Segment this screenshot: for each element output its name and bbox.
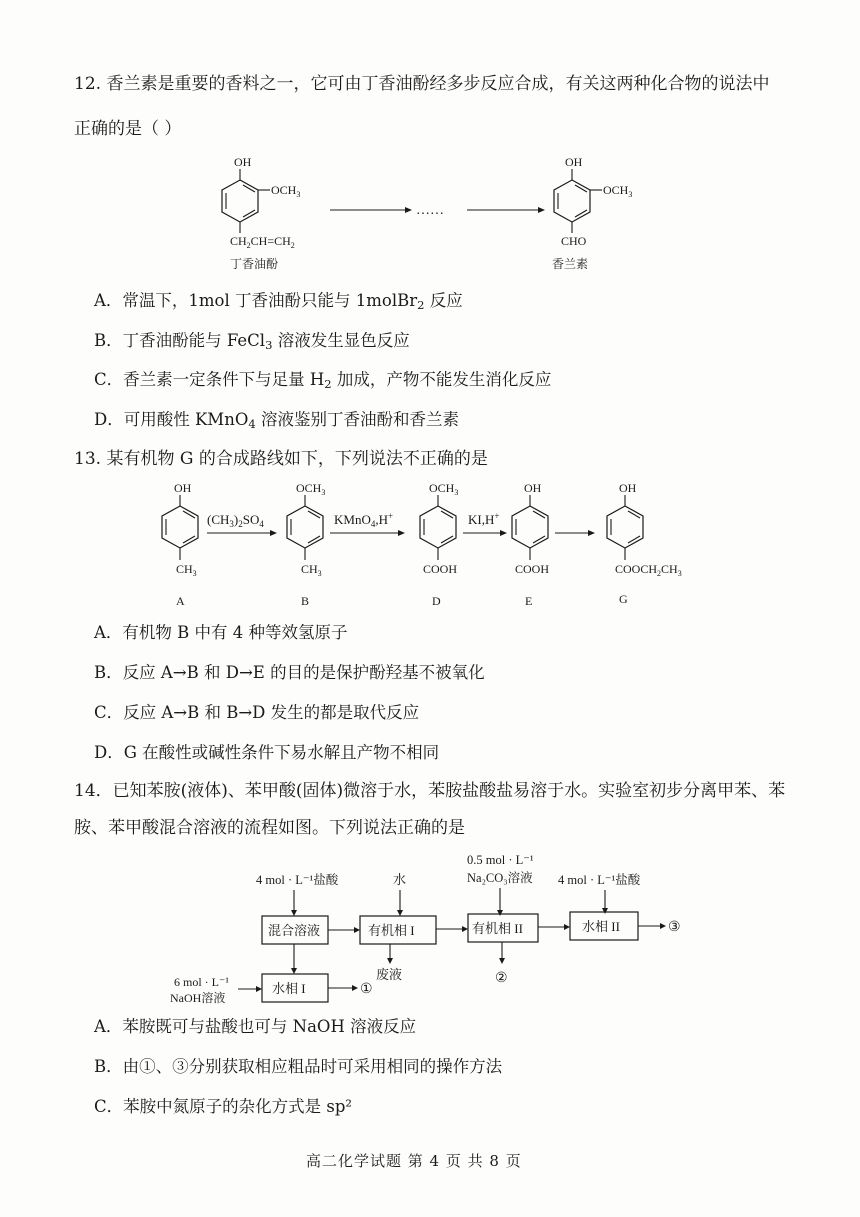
- q13-arrow-4-head: [588, 530, 595, 536]
- flow-reagent-naoh: NaOH溶液: [170, 991, 226, 1005]
- q12-arrow-2-head: [538, 207, 545, 213]
- compound-b-label: B: [301, 594, 310, 608]
- q13-arrow-1-head: [270, 530, 277, 536]
- compound-e-top-group: OH: [524, 481, 542, 495]
- q13-arrow-2-head: [398, 530, 405, 536]
- flow-box-organic-2-label: 有机相 II: [472, 921, 523, 936]
- flow-box-mixture-label: 混合溶液: [268, 923, 321, 938]
- flow-box-organic-1-label: 有机相 I: [368, 923, 415, 938]
- flow-box-aqueous-1-label: 水相 I: [272, 981, 306, 996]
- q13-option-b: B．反应 A→B 和 D→E 的目的是保护酚羟基不被氧化: [94, 663, 485, 682]
- compound-d-label: D: [432, 594, 441, 608]
- compound-a-bottom-group: $CH_3$: [176, 562, 197, 578]
- q13-option-a: A．有机物 B 中有 4 种等效氢原子: [94, 623, 348, 642]
- compound-a-top-group: OH: [174, 481, 192, 495]
- compound-b-top-group: $OCH_3$: [296, 481, 326, 497]
- q13-synthesis-route: [150, 478, 710, 613]
- flow-box-aqueous-2-label: 水相 II: [582, 919, 620, 934]
- q13-option-c: C．反应 A→B 和 B→D 发生的都是取代反应: [94, 703, 420, 722]
- eugenol-oh-label: OH: [234, 155, 252, 169]
- vanillin-oh-label: OH: [565, 155, 583, 169]
- reagent-dimethyl-sulfate: $(CH_3)_2SO_4$: [207, 512, 264, 529]
- compound-g: [607, 481, 682, 606]
- q12-option-d: D．可用酸性 KMnO$_4$ 溶液鉴别丁香油酚和香兰素: [94, 410, 459, 431]
- compound-a: [162, 481, 198, 608]
- compound-g-label: G: [619, 592, 628, 606]
- q14-stem-line1: 14．已知苯胺(液体)、苯甲酸(固体)微溶于水，苯胺盐酸盐易溶于水。实验室初步分离甲苯、苯: [74, 781, 786, 801]
- flow-reagent-na2co3-conc: 0.5 mol · L⁻¹: [467, 853, 534, 867]
- flow-output-1: ①: [360, 982, 373, 997]
- reagent-kmno4: KMnO$_4$,H+: [334, 511, 394, 529]
- flow-output-3: ③: [668, 920, 681, 935]
- flow-reagent-hcl-2: 4 mol · L⁻¹盐酸: [558, 873, 641, 887]
- q14-stem-line2: 胺、苯甲酸混合溶液的流程如图。下列说法正确的是: [74, 818, 465, 838]
- compound-e: [512, 481, 549, 608]
- q12-stem-line1: 12. 香兰素是重要的香料之一，它可由丁香油酚经多步反应合成，有关这两种化合物的说法中: [74, 74, 770, 94]
- vanillin-structure: [552, 155, 632, 271]
- compound-b-bottom-group: $CH_3$: [301, 562, 322, 578]
- flow-output-2: ②: [495, 971, 508, 986]
- eugenol-side-chain-label: $CH_2CH=CH_2$: [230, 234, 295, 250]
- compound-g-bottom-group: $COOCH_2CH_3$: [615, 562, 682, 578]
- flow-reagent-naoh-conc: 6 mol · L⁻¹: [174, 975, 229, 989]
- eugenol-och3-label: $OCH_3$: [271, 183, 301, 199]
- page-footer: 高二化学试题 第 4 页 共 8 页: [306, 1152, 522, 1170]
- q14-option-a: A．苯胺既可与盐酸也可与 NaOH 溶液反应: [94, 1017, 417, 1036]
- eugenol-name-label: 丁香油酚: [230, 257, 279, 271]
- compound-a-label: A: [176, 594, 185, 608]
- compound-b: [287, 481, 325, 608]
- q12-dots: ……: [416, 203, 444, 218]
- compound-e-bottom-group: COOH: [515, 562, 550, 576]
- q13-arrow-3-head: [500, 530, 507, 536]
- q13-option-d: D．G 在酸性或碱性条件下易水解且产物不相同: [94, 743, 440, 762]
- q12-option-c: C．香兰素一定条件下与足量 $H_2$ 加成，产物不能发生消化反应: [94, 370, 552, 391]
- compound-d-bottom-group: COOH: [423, 562, 458, 576]
- q12-arrow-1-head: [405, 207, 412, 213]
- eugenol-structure: [222, 155, 300, 271]
- q12-reaction-scheme: [200, 150, 660, 275]
- q12-option-a: A．常温下，1mol 丁香油酚只能与 1molBr$_2$ 反应: [94, 291, 463, 312]
- vanillin-cho-label: CHO: [561, 234, 587, 248]
- vanillin-och3-label: $OCH_3$: [603, 183, 633, 199]
- vanillin-name-label: 香兰素: [552, 257, 589, 271]
- compound-e-label: E: [525, 594, 533, 608]
- flow-reagent-na2co3: Na₂CO₃溶液: [467, 871, 533, 885]
- flow-waste-label: 废液: [376, 967, 403, 982]
- reagent-ki: KI,H+: [468, 511, 500, 527]
- compound-d: [420, 481, 458, 608]
- q13-stem: 13. 某有机物 G 的合成路线如下，下列说法不正确的是: [74, 449, 488, 469]
- q14-option-b: B．由①、③分别获取相应粗品时可采用相同的操作方法: [94, 1057, 503, 1076]
- q12-stem-line2: 正确的是（ ）: [74, 119, 182, 139]
- compound-d-top-group: $OCH_3$: [429, 481, 459, 497]
- flow-reagent-hcl-1: 4 mol · L⁻¹盐酸: [256, 873, 339, 887]
- q14-option-c: C．苯胺中氮原子的杂化方式是 sp²: [94, 1097, 353, 1116]
- q12-option-b: B．丁香油酚能与 FeCl$_3$ 溶液发生显色反应: [94, 331, 410, 352]
- flow-reagent-water: 水: [393, 872, 407, 887]
- compound-g-top-group: OH: [619, 481, 637, 495]
- q14-separation-flowchart: [160, 846, 700, 1011]
